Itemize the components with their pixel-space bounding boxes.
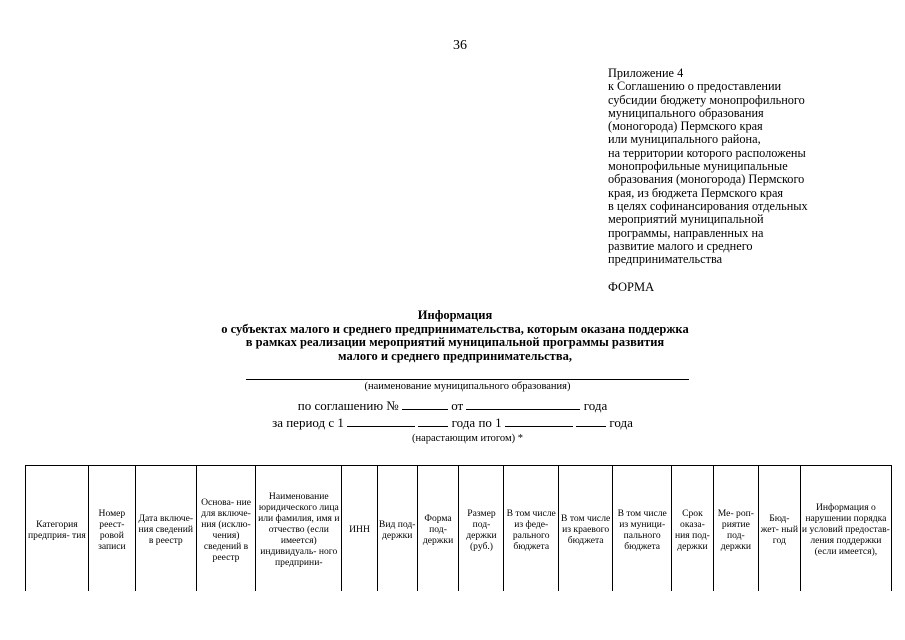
agreement-number-field[interactable] bbox=[402, 398, 448, 410]
agreement-prefix: по соглашению № bbox=[297, 398, 399, 413]
appendix-line: (моногорода) Пермского края bbox=[608, 119, 763, 134]
period-middle: года по 1 bbox=[451, 415, 502, 430]
agreement-from: от bbox=[451, 398, 464, 413]
column-header: Бюд- жет- ный год bbox=[758, 466, 800, 592]
appendix-line: предпринимательства bbox=[608, 252, 723, 267]
document-title bbox=[130, 309, 780, 363]
appendix-line: мероприятий муниципальной bbox=[608, 212, 764, 227]
appendix-line: субсидии бюджету монопрофильного bbox=[608, 92, 805, 107]
column-header: Срок оказа- ния под- держки bbox=[672, 466, 714, 592]
title-line: в рамках реализации мероприятий муниципальной программы развития bbox=[245, 335, 665, 349]
column-header: В том числе из муници- пального бюджета bbox=[613, 466, 672, 592]
period-start-month-field[interactable] bbox=[347, 415, 415, 427]
period-prefix: за период с 1 bbox=[272, 415, 344, 430]
appendix-line: развитие малого и среднего bbox=[608, 238, 753, 253]
agreement-year: года bbox=[583, 398, 608, 413]
column-header: Информация о нарушении порядка и условий предостав- ления поддержки (если имеется), bbox=[800, 466, 891, 592]
column-header: Вид под- держки bbox=[377, 466, 417, 592]
column-header: В том числе из краевого бюджета bbox=[558, 466, 612, 592]
period-end-year-field[interactable] bbox=[576, 415, 606, 427]
appendix-header bbox=[608, 67, 878, 266]
form-label: ФОРМА bbox=[608, 280, 655, 294]
municipality-note: (наименование муниципального образования) bbox=[364, 381, 571, 392]
title-main: Информация bbox=[417, 308, 493, 322]
column-header: Ме- роп- риятие под- держки bbox=[713, 466, 758, 592]
appendix-line: края, из бюджета Пермского края bbox=[608, 185, 784, 200]
table-header-row bbox=[26, 466, 892, 592]
appendix-line: образования (моногорода) Пермского bbox=[608, 172, 805, 187]
appendix-line: программы, направленных на bbox=[608, 225, 764, 240]
column-header: ИНН bbox=[342, 466, 378, 592]
agreement-line bbox=[180, 398, 725, 414]
appendix-line: в целях софинансирования отдельных bbox=[608, 198, 808, 213]
column-header: Категория предприя- тия bbox=[26, 466, 89, 592]
column-header: Форма под- держки bbox=[417, 466, 459, 592]
period-line bbox=[180, 415, 725, 431]
appendix-line: или муниципального района, bbox=[608, 132, 761, 147]
page-number: 36 bbox=[453, 38, 467, 53]
appendix-line: к Соглашению о предоставлении bbox=[608, 79, 782, 94]
column-header: Дата включе- ния сведений в реестр bbox=[135, 466, 196, 592]
title-line: о субъектах малого и среднего предпринимательства, которым оказана поддержка bbox=[221, 321, 689, 336]
column-header: Наименование юридического лица или фамилия, имя и отчество (если имеется) индивидуаль- ного предприни- bbox=[256, 466, 342, 592]
period-start-year-field[interactable] bbox=[418, 415, 448, 427]
appendix-line: Приложение 4 bbox=[608, 66, 684, 80]
agreement-date-field[interactable] bbox=[466, 398, 580, 410]
cumulative-note: (нарастающим итогом) * bbox=[412, 433, 523, 444]
appendix-line: муниципального образования bbox=[608, 105, 764, 120]
appendix-line: монопрофильные муниципальные bbox=[608, 159, 788, 174]
municipality-name-line[interactable] bbox=[246, 379, 689, 380]
period-year: года bbox=[609, 415, 633, 430]
period-end-month-field[interactable] bbox=[505, 415, 573, 427]
sme-support-table bbox=[25, 465, 892, 591]
title-line: малого и среднего предпринимательства, bbox=[338, 348, 572, 363]
column-header: Основа- ние для включе- ния (исклю- чения) сведений в реестр bbox=[196, 466, 256, 592]
column-header: Номер реест- ровой записи bbox=[88, 466, 135, 592]
appendix-line: на территории которого расположены bbox=[608, 145, 806, 160]
column-header: Размер под- держки (руб.) bbox=[459, 466, 504, 592]
column-header: В том числе из феде- рального бюджета bbox=[504, 466, 558, 592]
